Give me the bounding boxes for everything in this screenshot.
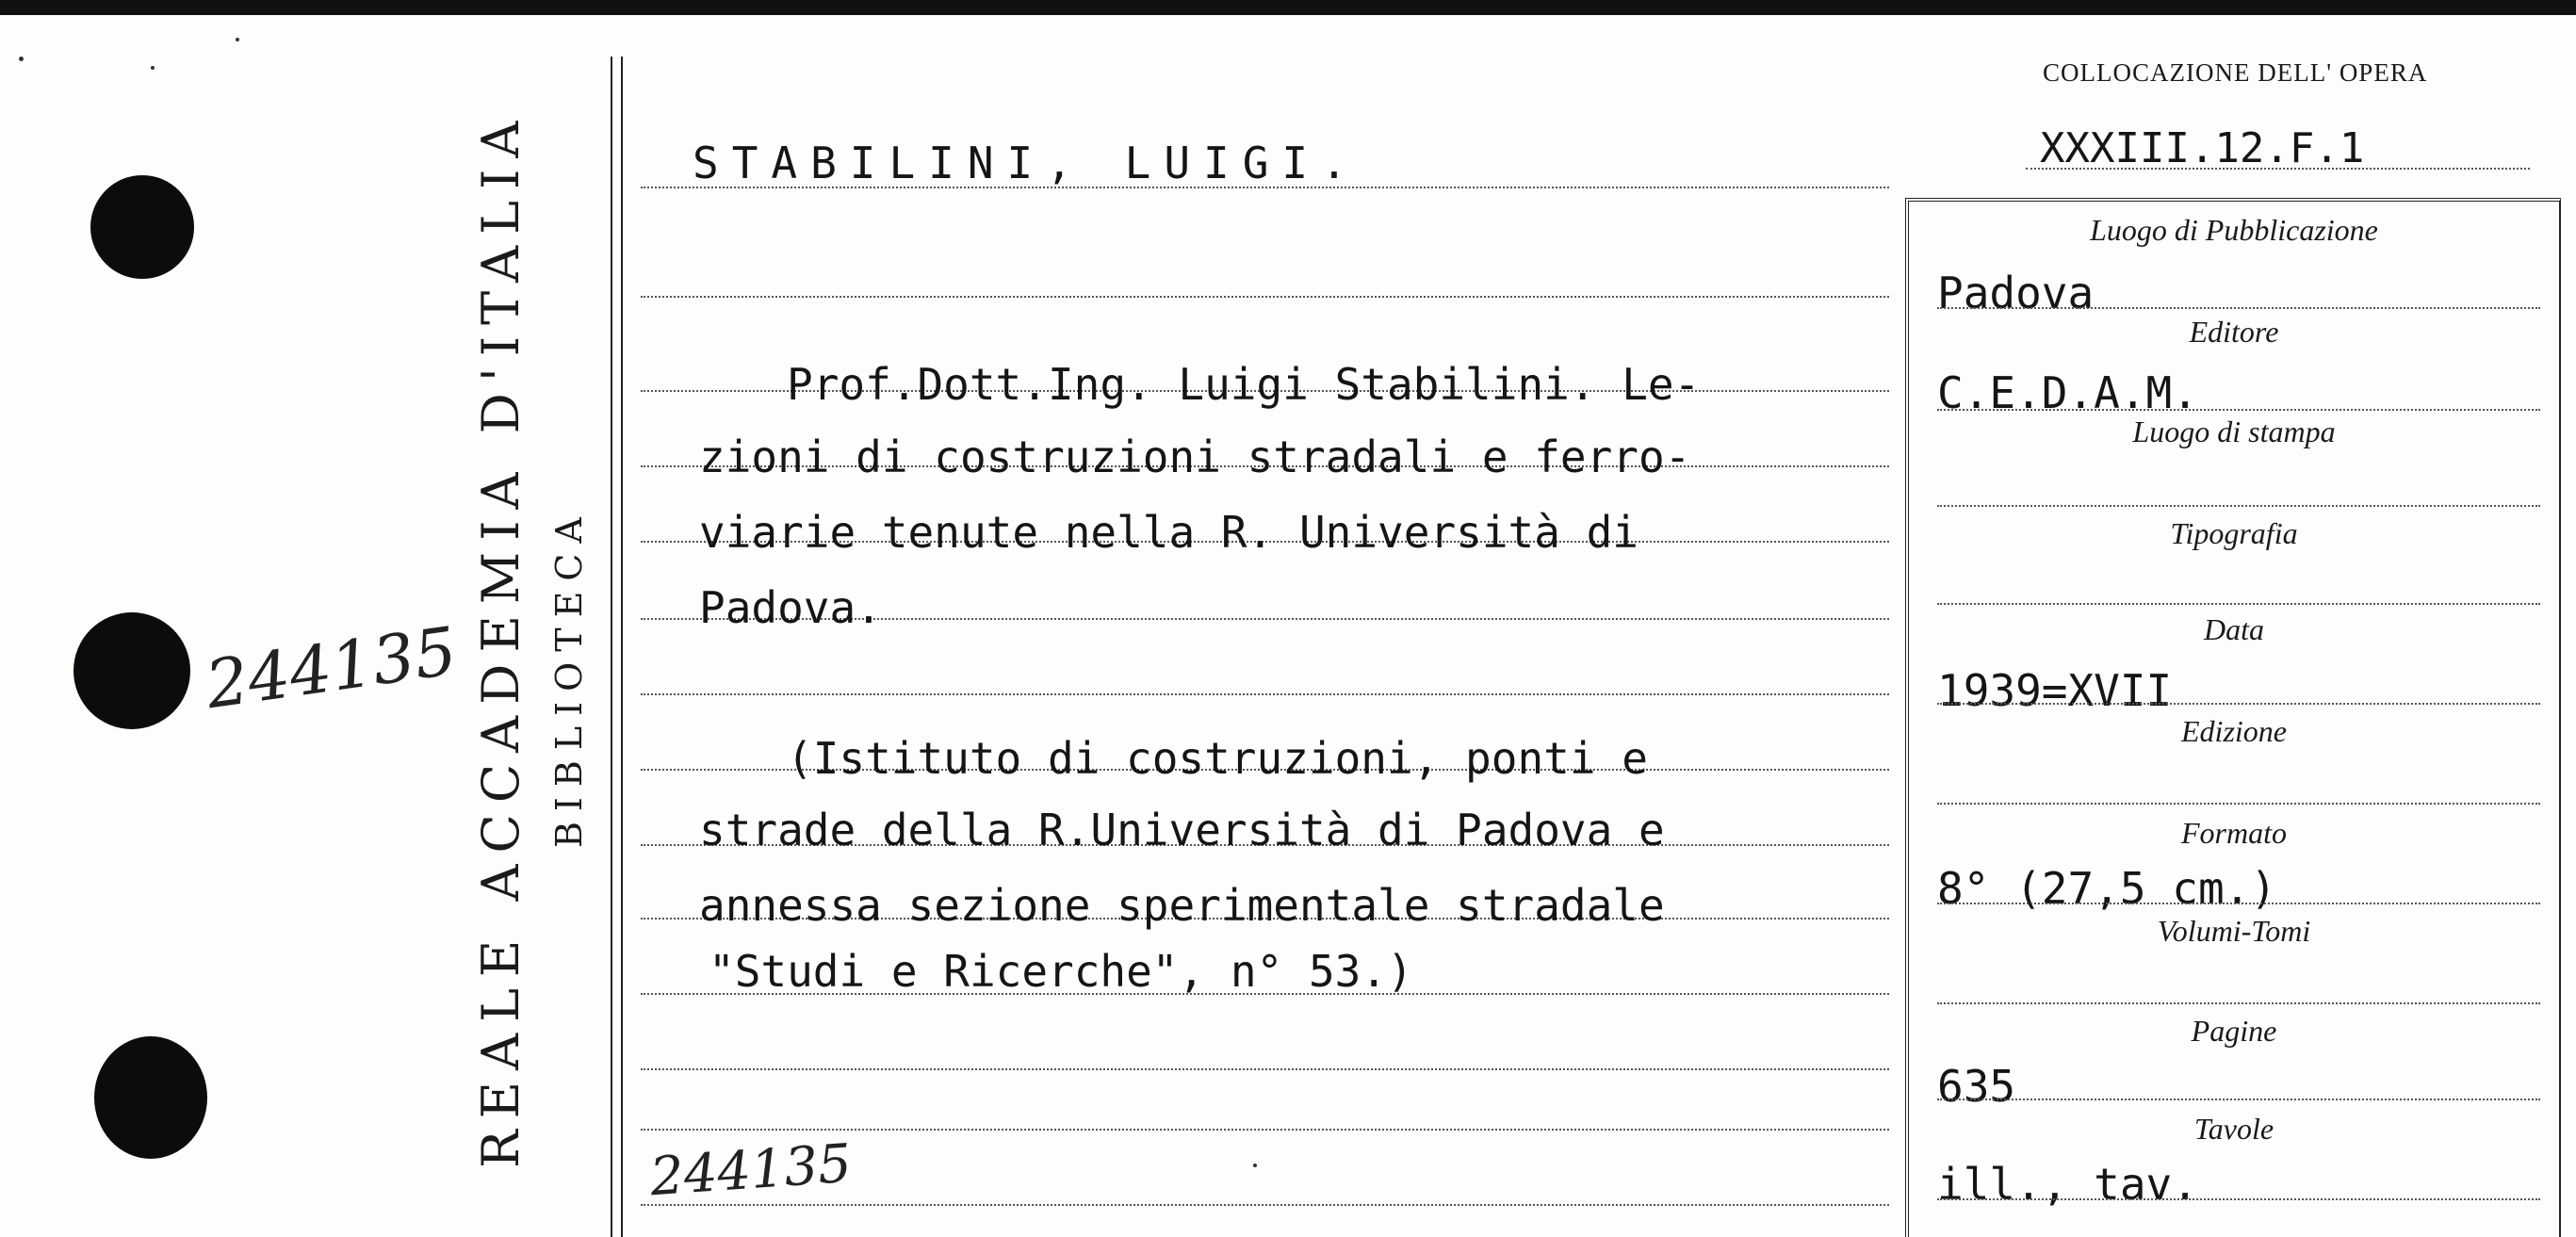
library-name: BIBLIOTECA — [548, 507, 590, 848]
paper-speck — [236, 38, 239, 41]
margin-rule — [621, 57, 623, 1237]
title-line: viarie tenute nella R. Università di — [699, 507, 1639, 558]
field-label-volumi-tomi: Volumi-Tomi — [2157, 914, 2311, 948]
field-line — [1937, 803, 2540, 805]
field-label-editore: Editore — [2189, 315, 2279, 349]
paper-speck — [1253, 1164, 1257, 1167]
punch-hole-bottom — [94, 1036, 207, 1159]
field-value-pagine: 635 — [1937, 1061, 2016, 1112]
field-label-tipografia: Tipografia — [2170, 516, 2298, 550]
field-value-editore: C.E.D.A.M. — [1937, 367, 2198, 418]
punch-hole-middle — [73, 612, 190, 729]
series-line: annessa sezione sperimentale stradale — [699, 880, 1665, 931]
series-line: (Istituto di costruzioni, ponti e — [787, 733, 1648, 784]
field-label-edizione: Edizione — [2181, 714, 2287, 748]
margin-rule — [611, 57, 612, 1237]
field-value-tavole: ill., tav. — [1937, 1159, 2198, 1210]
field-line — [1937, 603, 2540, 605]
field-line — [1937, 307, 2540, 309]
series-line: strade della R.Università di Padova e — [699, 805, 1665, 855]
field-line — [1937, 703, 2540, 705]
field-label-pagine: Pagine — [2191, 1014, 2277, 1048]
field-line — [1937, 1198, 2540, 1200]
ruled-line — [641, 1204, 1889, 1206]
call-number-line — [2026, 168, 2530, 170]
title-line: zioni di costruzioni stradali e ferro- — [699, 431, 1691, 482]
field-value-luogo-pubblicazione: Padova — [1937, 268, 2095, 318]
field-label-luogo-stampa: Luogo di stampa — [2132, 415, 2336, 448]
institution-name: REALE ACCADEMIA D'ITALIA — [471, 109, 530, 1168]
author-heading: STABILINI, LUIGI. — [693, 138, 1361, 188]
field-value-formato: 8° (27,5 cm.) — [1937, 863, 2277, 914]
ruled-line — [641, 693, 1889, 695]
field-line — [1937, 505, 2540, 507]
field-label-data: Data — [2204, 612, 2264, 646]
paper-speck — [19, 57, 24, 61]
punch-hole-top — [90, 175, 194, 279]
field-line — [1937, 903, 2540, 904]
call-number: XXXIII.12.F.1 — [2040, 124, 2365, 172]
top-edge-shadow — [0, 0, 2576, 15]
details-panel — [1905, 198, 2561, 1237]
field-value-data: 1939=XVII — [1937, 665, 2173, 716]
handwritten-inventory-number: 244135 — [201, 611, 462, 724]
ruled-line — [641, 1068, 1889, 1070]
field-line — [1937, 409, 2540, 411]
ruled-line — [641, 296, 1889, 298]
collocation-label: COLLOCAZIONE DELL' OPERA — [2043, 58, 2428, 87]
ruled-line — [641, 1129, 1889, 1131]
series-line: "Studi e Ricerche", n° 53.) — [709, 946, 1413, 997]
field-line — [1937, 1002, 2540, 1004]
field-label-formato: Formato — [2181, 816, 2287, 850]
paper-speck — [151, 66, 155, 70]
title-line: Prof.Dott.Ing. Luigi Stabilini. Le- — [787, 359, 1701, 410]
field-label-tavole: Tavole — [2193, 1112, 2274, 1146]
title-line: Padova. — [699, 582, 882, 633]
field-label-luogo-pubblicazione: Luogo di Pubblicazione — [2090, 213, 2378, 247]
handwritten-bottom-number: 244135 — [647, 1132, 854, 1209]
field-line — [1937, 1099, 2540, 1100]
